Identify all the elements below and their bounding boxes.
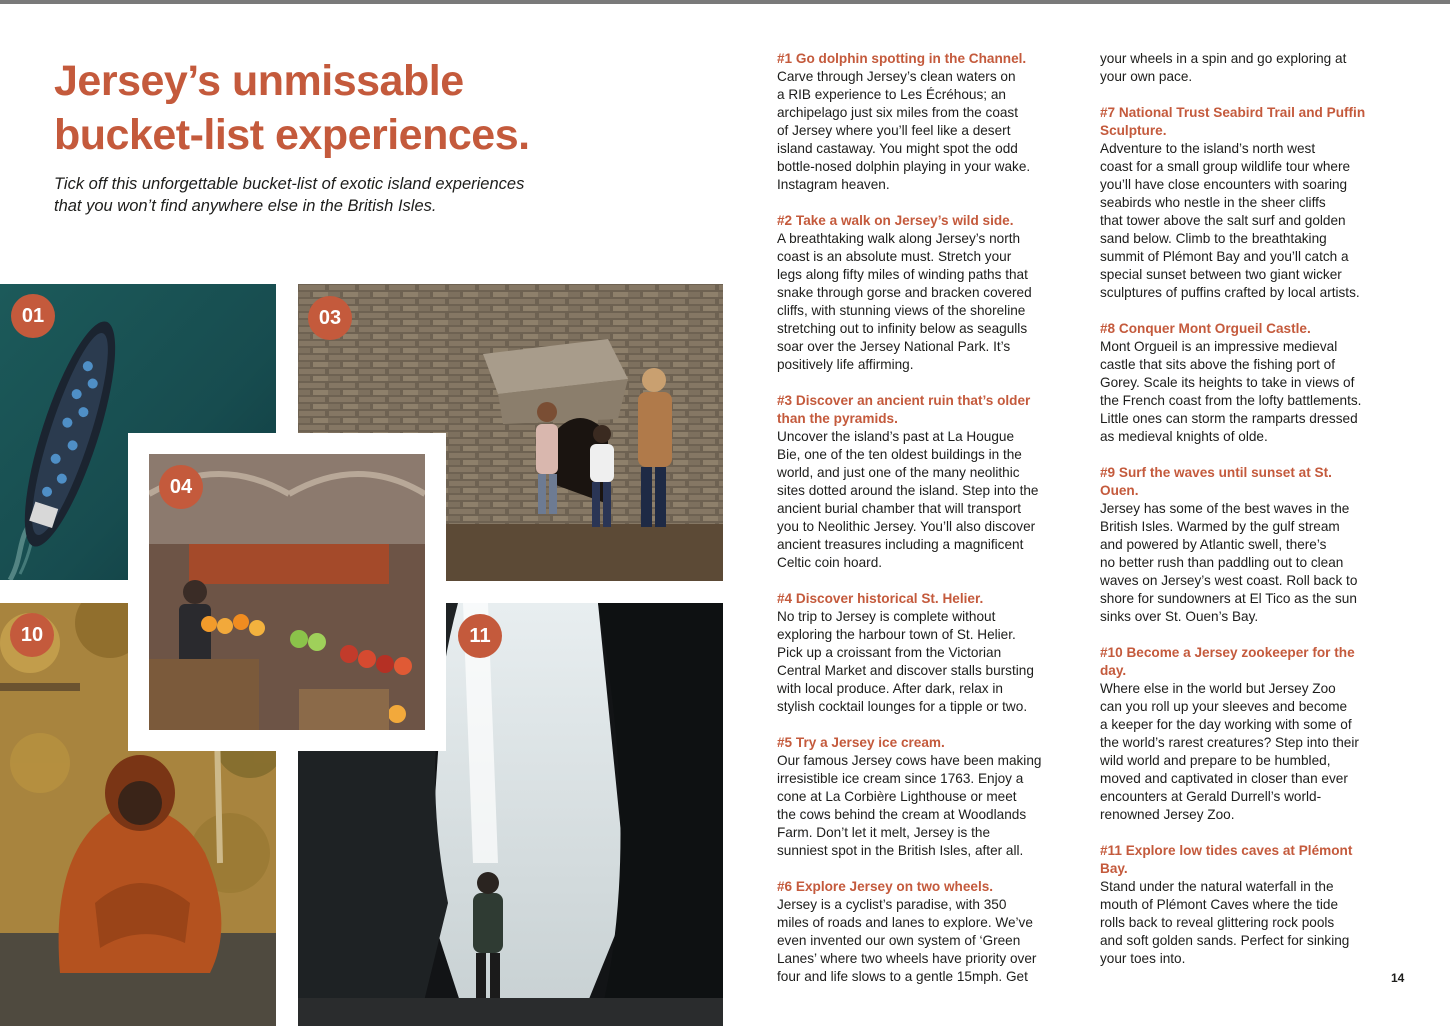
experience-item xyxy=(777,50,1072,194)
experience-body: A breathtaking walk along Jersey’s north coast is an absolute must. Stretch your legs along fifty miles of winding paths that snake through gorse and bracken covered cliffs, with stunning views of the shoreline stretching out to infinity below as seagulls soar over the Jersey National Park. It’s positively life affirming. xyxy=(777,231,1032,372)
experience-item xyxy=(1100,104,1395,302)
badge-11: 11 xyxy=(458,614,502,658)
experience-heading: #1 Go dolphin spotting in the Channel. xyxy=(777,51,1027,66)
intro-line-1: Tick off this unforgettable bucket-list of exotic island experiences xyxy=(54,175,525,193)
experience-item xyxy=(1100,320,1395,446)
text-column-left xyxy=(777,50,1072,1004)
experience-heading: #5 Try a Jersey ice cream. xyxy=(777,735,945,750)
experience-heading: #8 Conquer Mont Orgueil Castle. xyxy=(1100,321,1311,336)
experience-item xyxy=(777,392,1072,572)
experience-body: Where else in the world but Jersey Zoo can you roll up your sleeves and become a keeper for the day working with some of the world’s rarest creatures? Step into their wild world and prepare to be humbled, moved and captivated in closer than ever encounters at Gerald Durrell’s world- renowned Jersey Zoo. xyxy=(1100,681,1359,822)
experience-body: Carve through Jersey’s clean waters on a RIB experience to Les Écréhous; an archipelago just six miles from the coast of Jersey where you’ll feel like a desert island castaway. You might spot the odd bottle-nosed dolphin playing in your wake. Instagram heaven. xyxy=(777,69,1031,192)
page-number: 14 xyxy=(1391,971,1405,985)
badge-01: 01 xyxy=(11,294,55,338)
title-line-2: bucket-list experiences. xyxy=(54,111,530,159)
page-title xyxy=(54,54,654,162)
experience-item xyxy=(1100,464,1395,626)
title-line-1: Jersey’s unmissable xyxy=(54,57,464,105)
experience-item xyxy=(1100,842,1395,968)
experience-body: Stand under the natural waterfall in the mouth of Plémont Caves where the tide rolls back to reveal glittering rock pools and soft golden sands. Perfect for sinking your toes into. xyxy=(1100,879,1350,966)
experience-body: Adventure to the island’s north west coast for a small group wildlife tour where you’ll have close encounters with soaring seabirds who nestle in the sheer cliffs that tower above the salt surf and golden sand below. Climb to the breathtaking summit of Plémont Bay and you’ll catch a special sunset between two giant wicker sculptures of puffins crafted by local artists. xyxy=(1100,141,1360,300)
experience-heading: #7 National Trust Seabird Trail and Puffin Sculpture. xyxy=(1100,105,1366,138)
experience-item xyxy=(777,590,1072,716)
experience-heading: #3 Discover an ancient ruin that’s older than the pyramids. xyxy=(777,393,1031,426)
experience-item xyxy=(1100,644,1395,824)
experience-body: Jersey is a cyclist’s paradise, with 350 miles of roads and lanes to explore. We’ve even invented our own system of ‘Green Lanes’ where two wheels have priority over four and life slows to a gentle 15mph. Get xyxy=(777,897,1037,984)
experience-body: Our famous Jersey cows have been making irresistible ice cream since 1763. Enjoy a cone at La Corbière Lighthouse or meet the cows behind the cream at Woodlands Farm. Don’t let it melt, Jersey is the sunniest spot in the British Isles, after all. xyxy=(777,753,1042,858)
badge-03: 03 xyxy=(308,296,352,340)
intro-line-2: that you won’t find anywhere else in the British Isles. xyxy=(54,197,437,215)
experience-item xyxy=(777,734,1072,860)
text-column-right xyxy=(1100,50,1395,986)
experience-body: your wheels in a spin and go exploring at your own pace. xyxy=(1100,51,1347,84)
intro-text xyxy=(54,173,594,217)
experience-body: Jersey has some of the best waves in the British Isles. Warmed by the gulf stream and powered by Atlantic swell, there’s no better rush than paddling out to clean waves on Jersey’s west coast. Roll back to shore for sundowners at El Tico as the sun sinks over St. Ouen’s Bay. xyxy=(1100,501,1358,624)
experience-heading: #4 Discover historical St. Helier. xyxy=(777,591,984,606)
experience-heading: #2 Take a walk on Jersey’s wild side. xyxy=(777,213,1014,228)
experience-heading: #6 Explore Jersey on two wheels. xyxy=(777,879,994,894)
experience-body: Mont Orgueil is an impressive medieval castle that sits above the fishing port of Gorey. Scale its heights to take in views of the French coast from the lofty battlements. Little ones can storm the ramparts dressed as medieval knights of olde. xyxy=(1100,339,1362,444)
experience-heading: #10 Become a Jersey zookeeper for the day. xyxy=(1100,645,1355,678)
experience-heading: #9 Surf the waves until sunset at St. Ouen. xyxy=(1100,465,1332,498)
experience-heading: #11 Explore low tides caves at Plémont Bay. xyxy=(1100,843,1353,876)
badge-10: 10 xyxy=(10,613,54,657)
top-rule xyxy=(0,0,1450,4)
experience-item xyxy=(777,878,1072,986)
experience-body: Uncover the island’s past at La Hougue Bie, one of the ten oldest buildings in the world, and just one of the many neolithic sites dotted around the island. Step into the ancient burial chamber that will transport you to Neolithic Jersey. You’ll also discover ancient treasures including a magnificent Celtic coin hoard. xyxy=(777,429,1039,570)
badge-04: 04 xyxy=(159,465,203,509)
experience-continuation xyxy=(1100,50,1395,86)
experience-body: No trip to Jersey is complete without exploring the harbour town of St. Helier. Pick up a croissant from the Victorian Central Market and discover stalls bursting with local produce. After dark, relax in stylish cocktail lounges for a tipple or two. xyxy=(777,609,1034,714)
experience-item xyxy=(777,212,1072,374)
